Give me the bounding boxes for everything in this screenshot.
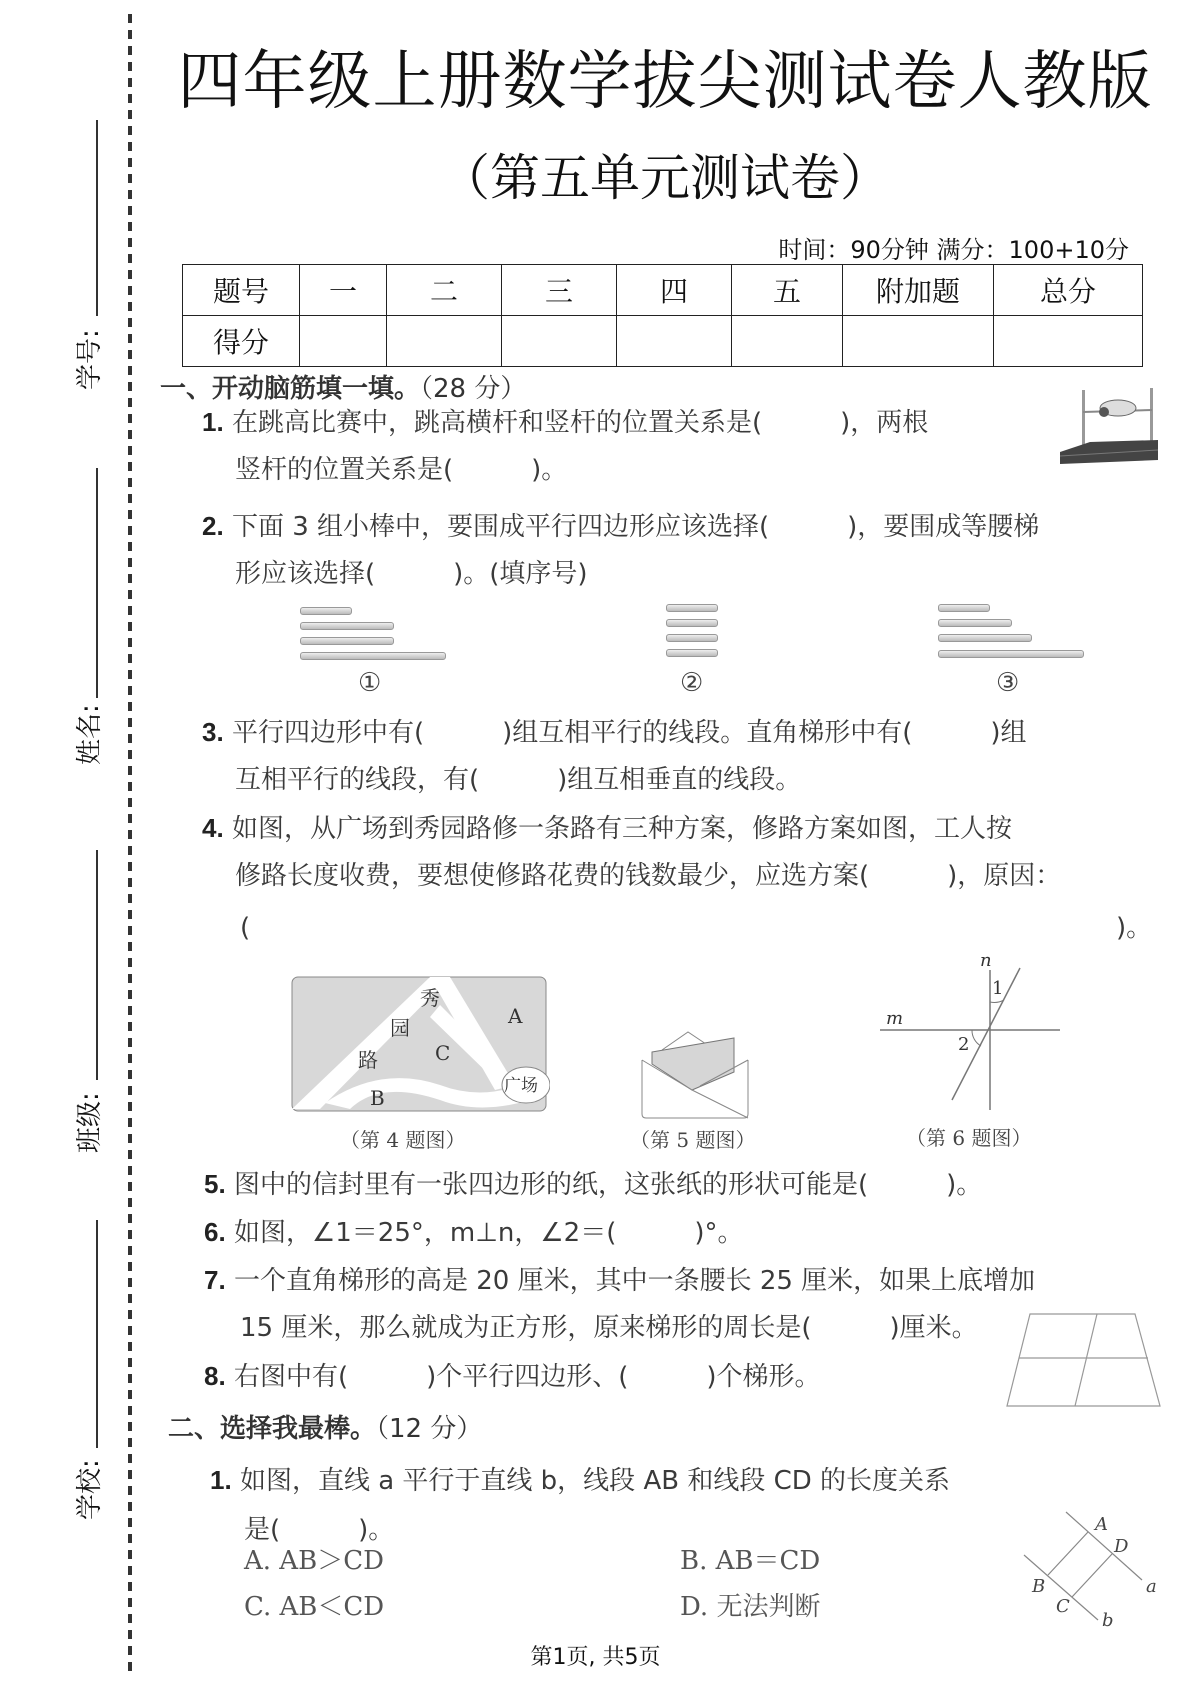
figure-4-road-map xyxy=(290,975,550,1115)
exam-meta: 时间：90分钟 满分：100+10分 xyxy=(778,236,1129,264)
table-header-cell: 五 xyxy=(732,265,843,316)
school-label: 学校: xyxy=(75,1459,105,1520)
figure-5-envelope xyxy=(640,1030,750,1120)
question-text: 如图，从广场到秀园路修一条路有三种方案，修路方案如图，工人按 xyxy=(231,814,1012,844)
question-1-1 xyxy=(202,398,928,447)
plaza-label: 广场 xyxy=(504,1076,538,1096)
section-2-heading xyxy=(168,1408,482,1445)
line-m-label: m xyxy=(886,1008,904,1029)
table-header-cell: 四 xyxy=(617,265,732,316)
question-1-3-cont: 互相平行的线段，有( )组互相垂直的线段。 xyxy=(235,765,802,795)
question-1-7-cont: 15 厘米，那么就成为正方形，原来梯形的周长是( )厘米。 xyxy=(240,1313,978,1343)
question-text: 在跳高比赛中，跳高横杆和竖杆的位置关系是( )，两根 xyxy=(231,408,929,438)
score-cell[interactable] xyxy=(994,316,1143,367)
section-1-title: 一、开动脑筋填一填。 xyxy=(160,374,421,404)
question-text: 右图中有( )个平行四边形、( )个梯形。 xyxy=(233,1362,821,1392)
road-label: 秀 xyxy=(420,986,440,1010)
stick-group-label: ③ xyxy=(996,668,1020,698)
question-number: 4. xyxy=(202,813,224,843)
class-blank[interactable] xyxy=(96,850,98,1080)
table-header-cell: 总分 xyxy=(994,265,1143,316)
question-number: 8. xyxy=(204,1361,226,1391)
score-cell[interactable] xyxy=(843,316,994,367)
question-number: 1. xyxy=(202,407,224,437)
point-d-label: D xyxy=(1114,1536,1129,1557)
table-header-cell: 一 xyxy=(300,265,387,316)
option-b[interactable]: B. AB＝CD xyxy=(680,1546,821,1576)
angle-2-label: 2 xyxy=(958,1034,970,1055)
score-table-score-row xyxy=(183,316,1143,367)
question-2-1-cont: 是( )。 xyxy=(244,1515,395,1545)
question-text: 平行四边形中有( )组互相平行的线段。直角梯形中有( )组 xyxy=(231,718,1027,748)
section-1-points: （28 分） xyxy=(420,374,527,404)
table-header-cell: 题号 xyxy=(183,265,300,316)
score-cell[interactable] xyxy=(502,316,617,367)
score-cell[interactable] xyxy=(617,316,732,367)
page-number: 第1页, 共5页 xyxy=(530,1645,661,1670)
figure-6-perpendicular-lines xyxy=(870,950,1070,1120)
question-1-2-cont: 形应该选择( )。(填序号) xyxy=(235,559,588,589)
stick-group-label: ② xyxy=(680,668,704,698)
line-a-label: a xyxy=(1146,1576,1157,1597)
option-d[interactable]: D. 无法判断 xyxy=(680,1592,821,1622)
section-2-title: 二、选择我最棒。 xyxy=(168,1414,377,1444)
angle-1-label: 1 xyxy=(992,978,1004,999)
class-label: 班级: xyxy=(75,1092,105,1153)
figure-8-trapezoid xyxy=(1005,1310,1165,1410)
road-label: 园 xyxy=(390,1016,410,1040)
page-title: 四年级上册数学拔尖测试卷人教版 xyxy=(177,45,1153,119)
question-number: 3. xyxy=(202,717,224,747)
question-number: 5. xyxy=(204,1169,226,1199)
plan-label-b: B xyxy=(370,1086,385,1110)
question-1-3 xyxy=(202,708,1027,757)
question-number: 2. xyxy=(202,511,224,541)
question-text: 下面 3 组小棒中，要围成平行四边形应该选择( )，要围成等腰梯 xyxy=(231,512,1040,542)
score-row-label: 得分 xyxy=(183,316,300,367)
question-1-6 xyxy=(204,1208,743,1257)
question-1-4-cont: 修路长度收费，要想使修路花费的钱数最少，应选方案( )，原因： xyxy=(235,861,1062,891)
plan-label-c: C xyxy=(435,1041,451,1065)
question-1-8 xyxy=(204,1352,821,1401)
score-table-header-row xyxy=(183,265,1143,316)
question-1-7 xyxy=(204,1256,1035,1305)
plan-label-a: A xyxy=(508,1004,523,1028)
table-header-cell: 附加题 xyxy=(843,265,994,316)
figure-6-caption: （第 6 题图） xyxy=(906,1126,1032,1150)
high-jump-illustration xyxy=(1050,380,1170,470)
road-label: 路 xyxy=(358,1048,378,1072)
question-1-1-cont: 竖杆的位置关系是( )。 xyxy=(235,455,568,485)
question-2-1 xyxy=(210,1456,950,1505)
page-subtitle: （第五单元测试卷） xyxy=(440,149,890,207)
name-label: 姓名: xyxy=(75,704,105,765)
option-a[interactable]: A. AB＞CD xyxy=(244,1546,384,1576)
line-n-label: n xyxy=(980,950,992,971)
figure-5-caption: （第 5 题图） xyxy=(630,1128,756,1152)
question-number: 6. xyxy=(204,1217,226,1247)
question-1-4-answer-close: )。 xyxy=(1116,913,1153,943)
student-id-blank[interactable] xyxy=(96,120,98,316)
binding-cut-line xyxy=(128,14,132,1674)
point-a-label: A xyxy=(1095,1514,1108,1535)
question-number: 1. xyxy=(210,1465,232,1495)
question-text: 如图，∠1＝25°，m⊥n，∠2＝( )°。 xyxy=(233,1218,744,1248)
question-text: 如图，直线 a 平行于直线 b，线段 AB 和线段 CD 的长度关系 xyxy=(239,1466,951,1496)
question-text: 一个直角梯形的高是 20 厘米，其中一条腰长 25 厘米，如果上底增加 xyxy=(233,1266,1036,1296)
point-c-label: C xyxy=(1056,1596,1070,1617)
section-2-points: （12 分） xyxy=(376,1414,483,1444)
score-table xyxy=(182,264,1143,367)
figure-4-caption: （第 4 题图） xyxy=(340,1128,466,1152)
figure-parallel-lines-ab-cd xyxy=(1010,1500,1180,1630)
question-1-2 xyxy=(202,502,1039,551)
question-1-4-answer-open: ( xyxy=(240,913,251,943)
question-text: 图中的信封里有一张四边形的纸，这张纸的形状可能是( )。 xyxy=(233,1170,983,1200)
table-header-cell: 三 xyxy=(502,265,617,316)
stick-group-label: ① xyxy=(358,668,382,698)
question-1-5 xyxy=(204,1160,982,1209)
question-number: 7. xyxy=(204,1265,226,1295)
table-header-cell: 二 xyxy=(387,265,502,316)
score-cell[interactable] xyxy=(732,316,843,367)
option-c[interactable]: C. AB＜CD xyxy=(244,1592,385,1622)
score-cell[interactable] xyxy=(387,316,502,367)
name-blank[interactable] xyxy=(96,468,98,698)
question-1-4 xyxy=(202,804,1012,853)
point-b-label: B xyxy=(1032,1576,1046,1597)
student-id-label: 学号: xyxy=(75,329,105,390)
school-blank[interactable] xyxy=(96,1220,98,1448)
score-cell[interactable] xyxy=(300,316,387,367)
line-b-label: b xyxy=(1102,1610,1114,1630)
